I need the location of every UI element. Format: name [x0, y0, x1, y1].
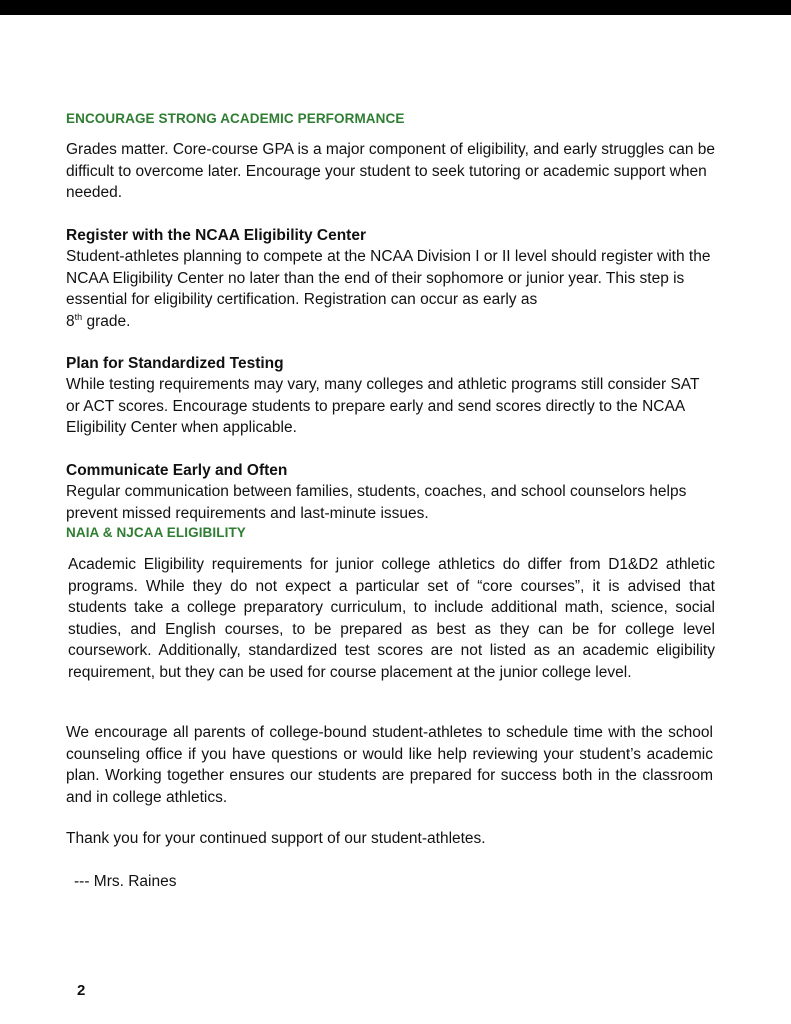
academic-performance-paragraph: Grades matter. Core-course GPA is a major component of eligibility, and early struggles can be difficult to overcome later. Encourage your student to seek tutoring or academic support when needed. — [66, 141, 716, 201]
register-paragraph — [66, 246, 716, 332]
top-bar — [0, 0, 791, 15]
naia-paragraph: Academic Eligibility requirements for junior college athletics do differ from D1&D2 athletic programs. While they do not expect a particular set of “core courses”, it is advised that students take a college preparatory curriculum, to include additional math, science, social studies, and English courses, to be prepared as best as they can be for college level coursework. Additionally, standardized test scores are not listed as an academic eligibility requirement, but they can be used for course placement at the junior college level. — [68, 556, 715, 681]
communicate-heading: Communicate Early and Often — [66, 462, 288, 479]
testing-heading: Plan for Standardized Testing — [66, 355, 284, 372]
grade-number: 8 — [66, 312, 75, 330]
section-heading-academic-performance: ENCOURAGE STRONG ACADEMIC PERFORMANCE — [66, 111, 405, 126]
section-heading-naia-njcaa: NAIA & NJCAA ELIGIBILITY — [66, 525, 246, 540]
closing-paragraph: We encourage all parents of college-bound student-athletes to schedule time with the school counseling office if you have questions or would like help reviewing your student’s academic plan. Working together ensures our students are prepared for success both in the classroom and in college athletics. — [66, 724, 713, 806]
signature: --- Mrs. Raines — [74, 873, 177, 890]
communicate-paragraph: Regular communication between families, students, coaches, and school counselors helps prevent missed requirements and last-minute issues. — [66, 483, 687, 522]
testing-paragraph: While testing requirements may vary, many colleges and athletic programs still consider SAT or ACT scores. Encourage students to prepare early and send scores directly to the NCAA Eligibility Center when applicable. — [66, 376, 700, 436]
grade-suffix: th — [74, 311, 83, 322]
thank-you-line: Thank you for your continued support of our student-athletes. — [66, 830, 486, 847]
register-heading: Register with the NCAA Eligibility Center — [66, 227, 366, 244]
register-text-end: grade. — [82, 312, 131, 330]
page-number: 2 — [77, 982, 86, 999]
register-text: Student-athletes planning to compete at the NCAA Division I or II level should register with the NCAA Eligibility Center no later than the end of their sophomore or junior year. This step is essential for eligibility certification. Registration can occur as early as — [66, 248, 711, 308]
